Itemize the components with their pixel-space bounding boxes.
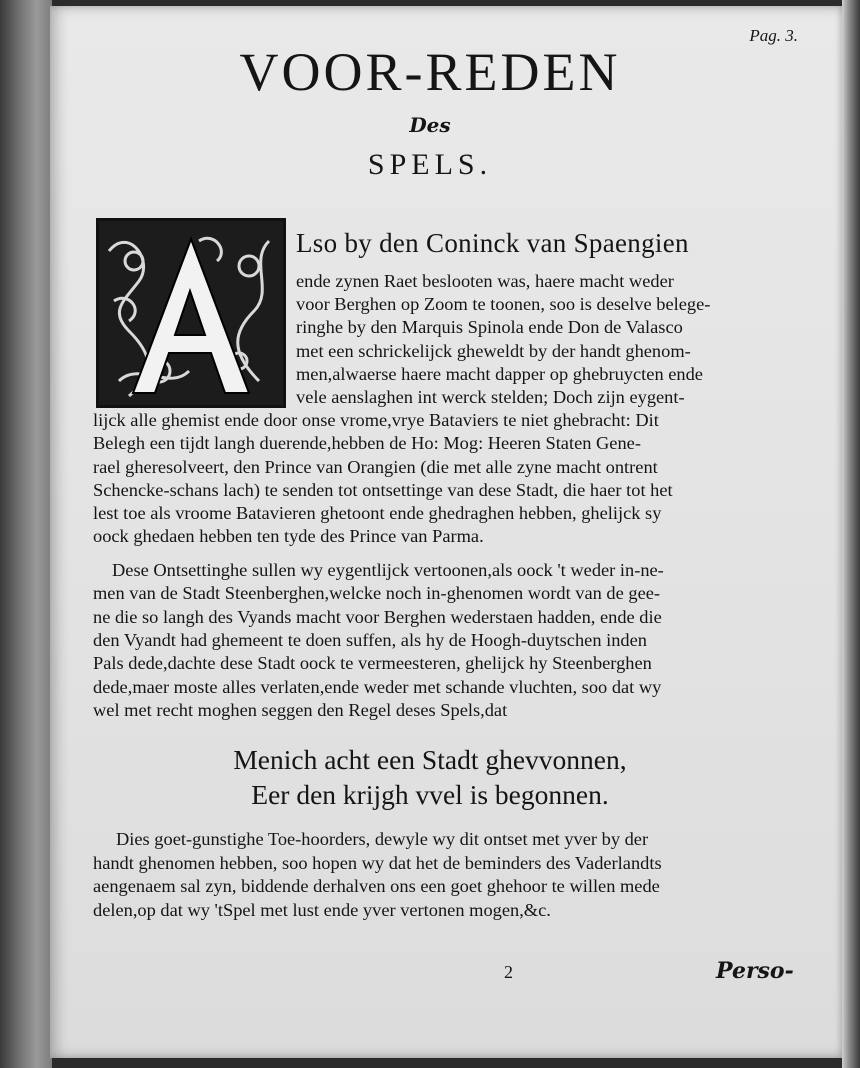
text-line: Schencke-schans lach) te senden tot ontsettinge van dese Stadt, die haer tot het — [93, 479, 673, 500]
text-line: ne die so langh des Vyands macht voor Berghen wederstaen hadden, ende die — [93, 606, 662, 627]
text-line: wel met recht moghen seggen den Regel deses Spels,dat — [93, 699, 508, 720]
signature-mark: 2 — [504, 962, 513, 982]
text-line: men,alwaerse haere macht dapper op ghebruycten ende — [296, 363, 703, 384]
text-line: lijck alle ghemist ende door onse vrome,vrye Bataviers te niet ghebracht: Dit — [93, 410, 659, 431]
page-number: Pag. 3. — [749, 26, 798, 45]
text-line: ringhe by den Marquis Spinola ende Don de Valasco — [296, 317, 683, 338]
text-line: men van de Stadt Steenberghen,welcke noch in-ghenomen wordt van de gee- — [93, 583, 661, 604]
text-line: rael gheresolveert, den Prince van Orangien (die met alle zyne macht ontrent — [93, 456, 658, 477]
text-line: ende zynen Raet beslooten was, haere macht weder — [296, 271, 674, 291]
text-line: lest toe als vroome Batavieren ghetoont ende ghedraghen hebben, ghelijck sy — [93, 503, 662, 523]
text-line: handt ghenomen hebben, soo hopen wy dat het de beminders des Vaderlandts — [93, 852, 662, 873]
text-line: den Vyandt had ghemeent te doen suffen, als hy de Hoogh-duytschen inden — [93, 629, 647, 650]
ornament-icon — [99, 221, 283, 405]
text-line: vele aenslaghen int werck stelden; Doch zijn eygent- — [296, 387, 685, 407]
text-line: dede,maer moste alles verlaten,ende weder met schande vluchten, soo dat wy — [93, 676, 662, 697]
page-subtitle: SPELS. — [367, 148, 493, 181]
text-line: Pals dede,dachte dese Stadt oock te vermeesteren, ghelijck hy Steenberghen — [93, 653, 652, 674]
text-line: Dies goet-gunstighe Toe-hoorders, dewyle wy dit ontset met yver by der — [116, 829, 649, 849]
text-line: aengenaem sal zyn, biddende derhalven ons een goet ghehoor te willen mede — [93, 876, 660, 897]
text-line: Dese Ontsettinghe sullen wy eygentlijck vertoonen,als oock 't weder in-ne- — [112, 560, 664, 580]
opening-line: Lso by den Coninck van Spaengien — [296, 228, 689, 258]
text-line: oock ghedaen hebben ten tyde des Prince van Parma. — [93, 526, 484, 547]
couplet-line: Eer den krijgh vvel is begonnen. — [251, 779, 609, 810]
page-title: VOOR-REDEN — [239, 42, 621, 102]
text-line: met een schrickelijck gheweldt by der handt ghenom- — [296, 340, 691, 361]
title-article: Des — [409, 113, 451, 137]
text-line: voor Berghen op Zoom te toonen, soo is deselve belege- — [296, 294, 711, 315]
couplet-line: Menich acht een Stadt ghevvonnen, — [233, 744, 627, 775]
decorated-initial — [96, 218, 286, 408]
text-line: delen,op dat wy 'tSpel met lust ende yver vertonen mogen,&c. — [93, 899, 551, 920]
text-line: Belegh een tijdt langh duerende,hebben de Ho: Mog: Heeren Staten Gene- — [93, 433, 641, 454]
catchword: Perso- — [716, 958, 794, 984]
initial-letter: A — [190, 349, 192, 350]
